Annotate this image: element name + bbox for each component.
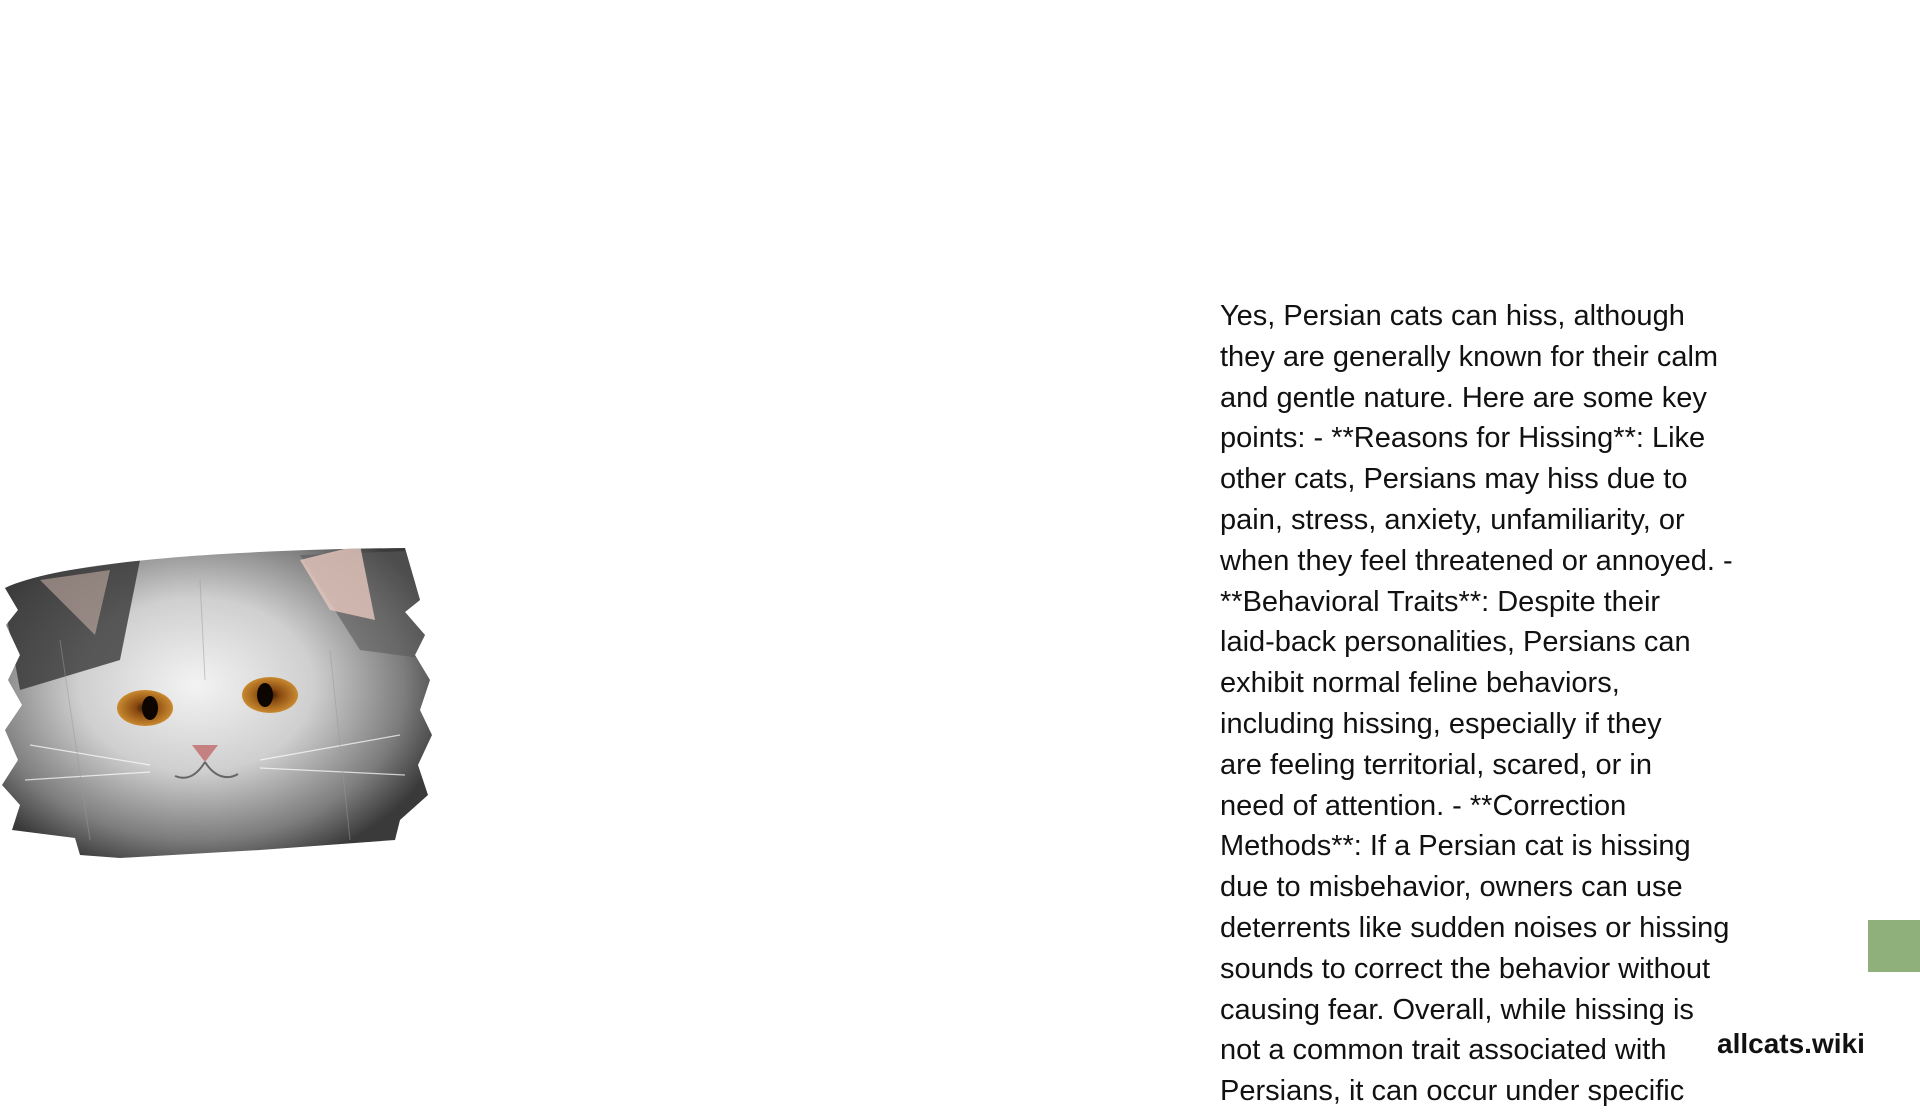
article-line: causing fear. Overall, while hissing is (1220, 993, 1694, 1026)
article-line: Persians, it can occur under specific (1220, 1075, 1685, 1108)
article-line: exhibit normal feline behaviors, (1220, 667, 1620, 700)
article-line: Methods**: If a Persian cat is hissing (1220, 830, 1691, 863)
article-line: other cats, Persians may hiss due to (1220, 463, 1688, 496)
site-name-label: allcats.wiki (1717, 1028, 1865, 1059)
article-line: laid-back personalities, Persians can (1220, 626, 1691, 659)
article-line: they are generally known for their calm (1220, 340, 1719, 373)
article-line: sounds to correct the behavior without (1220, 952, 1711, 985)
article-line: and gentle nature. Here are some key (1220, 381, 1707, 414)
article-line: pain, stress, anxiety, unfamiliarity, or (1220, 503, 1685, 536)
persian-cat-icon (0, 540, 435, 862)
article-line: need of attention. - **Correction (1220, 789, 1627, 822)
article-line: including hissing, especially if they (1220, 707, 1662, 740)
article-line: **Behavioral Traits**: Despite their (1220, 585, 1661, 618)
persian-cat-image (0, 540, 435, 862)
article-line: points: - **Reasons for Hissing**: Like (1220, 422, 1706, 455)
article-line: due to misbehavior, owners can use (1220, 871, 1683, 904)
article-line: Yes, Persian cats can hiss, although (1220, 300, 1685, 332)
article-line: not a common trait associated with (1220, 1034, 1667, 1067)
article-line: are feeling territorial, scared, or in (1220, 748, 1652, 781)
article-line: deterrents like sudden noises or hissing (1220, 911, 1730, 944)
article-body (1220, 296, 1810, 1112)
accent-square (1868, 920, 1920, 972)
article-line: when they feel threatened or annoyed. - (1220, 544, 1733, 577)
